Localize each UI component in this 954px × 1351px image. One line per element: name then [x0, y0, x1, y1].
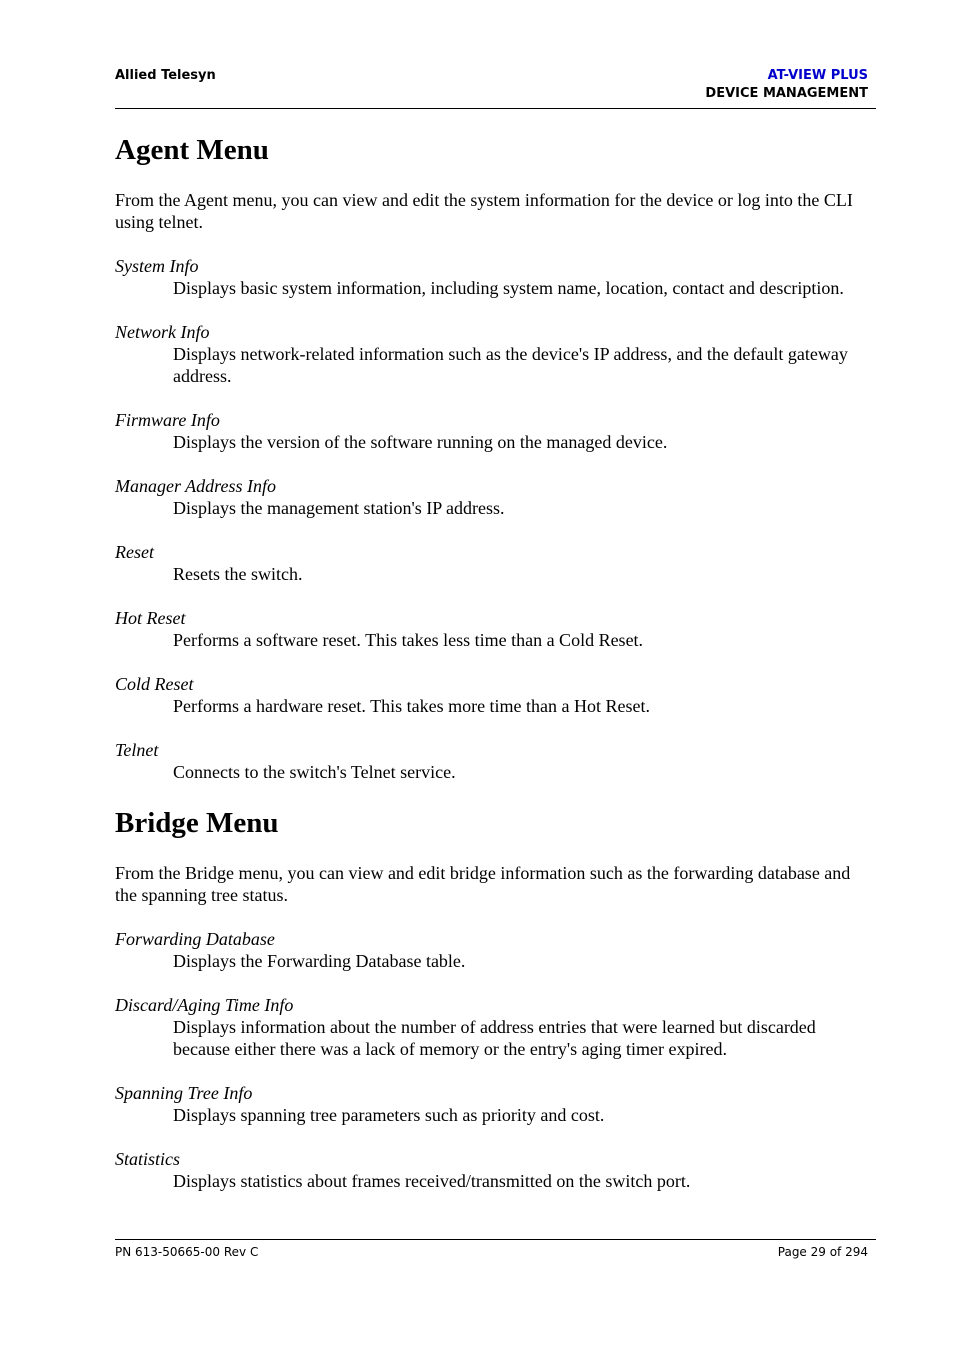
definition-item-firmware-info [115, 409, 870, 453]
page-header [115, 66, 876, 109]
term: Firmware Info [115, 410, 220, 430]
term: Manager Address Info [115, 476, 276, 496]
definition-item-spanning-tree-info [115, 1082, 870, 1126]
bridge-menu-heading: Bridge Menu [115, 807, 279, 839]
description: Displays network-related information such as the device's IP address, and the default gateway address. [173, 344, 848, 386]
agent-menu-heading: Agent Menu [115, 134, 269, 166]
term: Reset [115, 542, 154, 562]
definition-item-cold-reset [115, 673, 870, 717]
description: Displays statistics about frames received/transmitted on the switch port. [173, 1171, 691, 1191]
definition-item-system-info [115, 255, 870, 299]
description: Resets the switch. [173, 564, 303, 584]
definition-item-discard-aging-time-info [115, 994, 870, 1060]
bridge-menu-intro: From the Bridge menu, you can view and edit bridge information such as the forwarding database and the spanning tree status. [115, 863, 851, 905]
description: Displays basic system information, including system name, location, contact and description. [173, 278, 844, 298]
description: Displays the management station's IP address. [173, 498, 505, 518]
term: Forwarding Database [115, 929, 275, 949]
term: Discard/Aging Time Info [115, 995, 294, 1015]
description: Performs a software reset. This takes less time than a Cold Reset. [173, 630, 644, 650]
document-body [115, 132, 870, 1214]
page-number: Page 29 of 294 [777, 1245, 868, 1259]
term: Spanning Tree Info [115, 1083, 253, 1103]
definition-item-reset [115, 541, 870, 585]
page-footer [115, 1239, 876, 1259]
description: Connects to the switch's Telnet service. [173, 762, 456, 782]
definition-item-telnet [115, 739, 870, 783]
company-name: Allied Telesyn [115, 68, 216, 83]
agent-menu-intro: From the Agent menu, you can view and edit the system information for the device or log into the CLI using telnet. [115, 190, 853, 232]
term: Statistics [115, 1149, 181, 1169]
term: System Info [115, 256, 199, 276]
definition-item-forwarding-database [115, 928, 870, 972]
product-name: AT-VIEW PLUS [767, 68, 868, 83]
section-name: DEVICE MANAGEMENT [705, 86, 868, 101]
description: Displays spanning tree parameters such as priority and cost. [173, 1105, 605, 1125]
description: Displays the version of the software running on the managed device. [173, 432, 668, 452]
term: Cold Reset [115, 674, 194, 694]
description: Displays information about the number of address entries that were learned but discarded because either there was a lack of memory or the entry's aging timer expired. [173, 1017, 816, 1059]
description: Displays the Forwarding Database table. [173, 951, 466, 971]
term: Hot Reset [115, 608, 186, 628]
description: Performs a hardware reset. This takes more time than a Hot Reset. [173, 696, 651, 716]
definition-item-hot-reset [115, 607, 870, 651]
definition-item-network-info [115, 321, 870, 387]
definition-item-manager-address-info [115, 475, 870, 519]
part-number: PN 613-50665-00 Rev C [115, 1245, 259, 1259]
definition-item-statistics [115, 1148, 870, 1192]
term: Network Info [115, 322, 210, 342]
term: Telnet [115, 740, 159, 760]
